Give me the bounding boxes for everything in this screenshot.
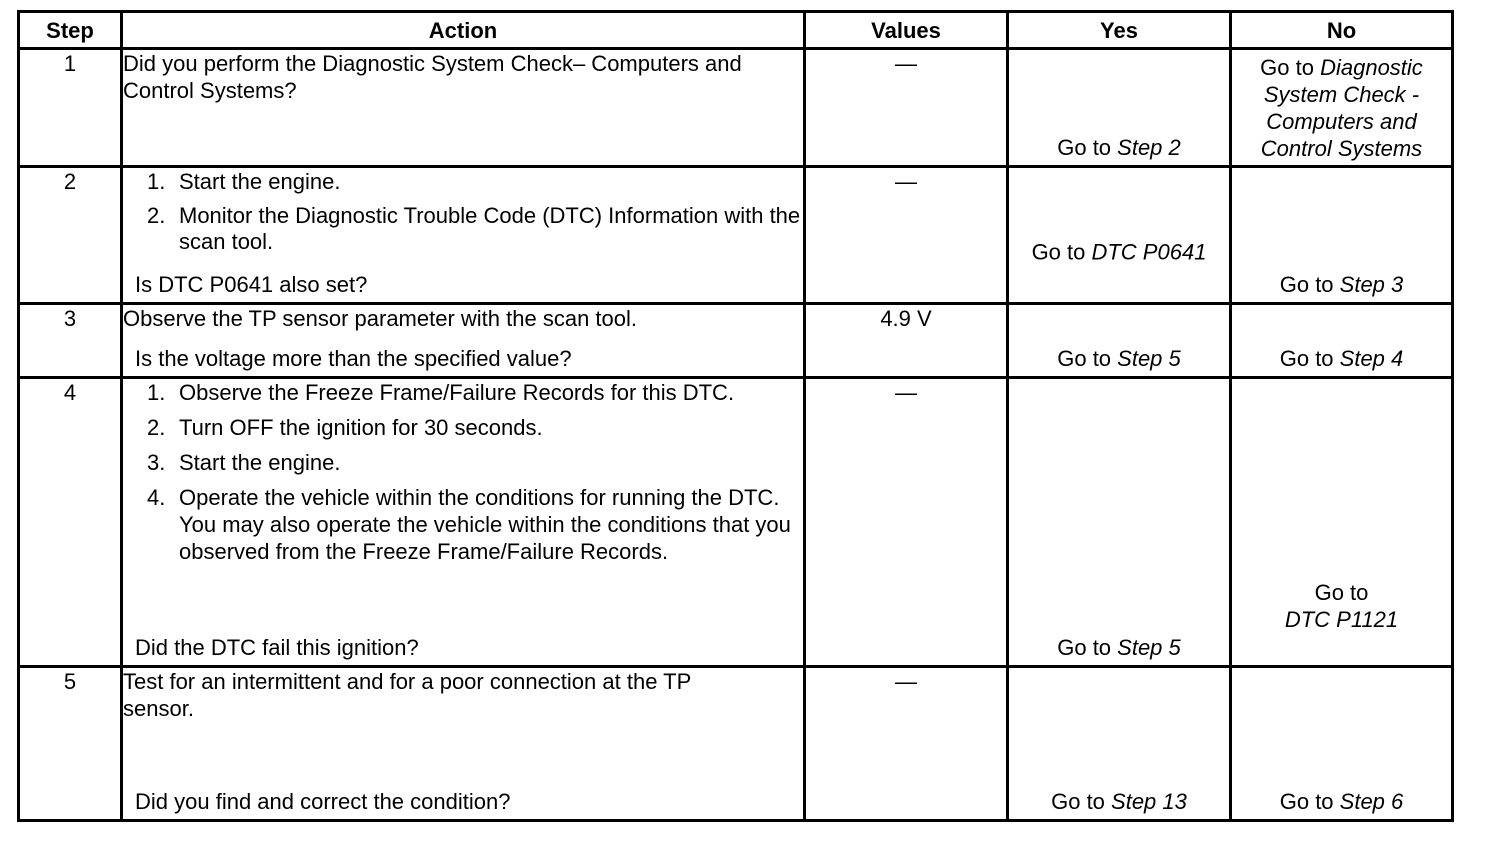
table-row <box>19 49 1453 167</box>
header-action: Action <box>122 12 805 49</box>
table-row <box>19 167 1453 304</box>
action-step-item: 1. Start the engine. <box>147 169 341 194</box>
action-question: Did you find and correct the condition? <box>135 789 511 814</box>
no-text: Go to Step 4 <box>1279 346 1404 371</box>
diagnostic-table <box>17 10 1454 822</box>
no-cell <box>1231 49 1453 167</box>
yes-link[interactable]: DTC P0641 <box>1091 239 1207 265</box>
no-cell <box>1231 667 1453 821</box>
header-yes: Yes <box>1008 12 1231 49</box>
no-text: Go to Step 6 <box>1279 789 1404 814</box>
action-question: Is DTC P0641 also set? <box>135 272 368 297</box>
yes-link[interactable]: Step 5 <box>1117 346 1181 371</box>
action-text: Test for an intermittent and for a poor connection at the TP sensor. <box>123 669 691 721</box>
yes-cell <box>1008 304 1231 378</box>
yes-text: Go to Step 5 <box>1057 635 1181 660</box>
header-row <box>19 12 1453 49</box>
value-cell: — <box>805 167 1008 304</box>
no-text: Go to Diagnostic System Check - Computers and Control Systems <box>1260 55 1423 161</box>
value-cell: — <box>805 378 1008 667</box>
yes-link[interactable]: Step 2 <box>1117 135 1181 160</box>
step-number: 3 <box>19 304 122 378</box>
action-cell <box>122 167 805 304</box>
header-no: No <box>1231 12 1453 49</box>
header-values: Values <box>805 12 1008 49</box>
yes-link[interactable]: Step 13 <box>1111 789 1187 814</box>
yes-cell <box>1008 378 1231 667</box>
action-step-item: 3. Start the engine. <box>147 450 341 475</box>
no-cell <box>1231 167 1453 304</box>
table-row <box>19 667 1453 821</box>
action-step-item: 4. Operate the vehicle within the conditions for running the DTC. You may also operate the vehicle within the conditions that you observed from the Freeze Frame/Failure Records. <box>147 485 791 564</box>
no-link[interactable]: DTC P1121 <box>1284 607 1399 632</box>
action-cell <box>122 304 805 378</box>
action-text: Did you perform the Diagnostic System Check– Computers and Control Systems? <box>123 51 742 103</box>
no-link[interactable]: Diagnostic System Check - Computers and Control Systems <box>1260 55 1423 161</box>
yes-text: Go to Step 5 <box>1057 346 1181 371</box>
action-cell <box>122 667 805 821</box>
header-step: Step <box>19 12 122 49</box>
yes-text: Go to Step 13 <box>1051 789 1187 814</box>
action-text: Observe the TP sensor parameter with the scan tool. <box>123 306 638 331</box>
no-text: Go to Step 3 <box>1279 272 1404 297</box>
action-step-item: 2. Monitor the Diagnostic Trouble Code (DTC) Information with the scan tool. <box>147 203 801 254</box>
step-number: 2 <box>19 167 122 304</box>
value-cell: — <box>805 49 1008 167</box>
table-row <box>19 378 1453 667</box>
action-question: Did the DTC fail this ignition? <box>135 635 419 660</box>
no-text: Go to DTC P1121 <box>1284 580 1399 632</box>
step-number: 4 <box>19 378 122 667</box>
yes-cell <box>1008 167 1231 304</box>
action-cell <box>122 49 805 167</box>
action-step-item: 1. Observe the Freeze Frame/Failure Records for this DTC. <box>147 380 735 405</box>
yes-link[interactable]: Step 5 <box>1117 635 1181 660</box>
action-steps <box>123 379 803 565</box>
step-number: 1 <box>19 49 122 167</box>
action-steps <box>123 168 803 255</box>
value-cell: — <box>805 667 1008 821</box>
yes-text: Go to Step 2 <box>1057 135 1181 160</box>
yes-cell <box>1008 667 1231 821</box>
no-link[interactable]: Step 6 <box>1339 789 1404 814</box>
step-number: 5 <box>19 667 122 821</box>
yes-text: Go to DTC P0641 <box>1031 239 1207 265</box>
action-cell <box>122 378 805 667</box>
no-cell <box>1231 304 1453 378</box>
table-row <box>19 304 1453 378</box>
no-link[interactable]: Step 3 <box>1339 272 1404 297</box>
value-cell: 4.9 V <box>805 304 1008 378</box>
action-step-item: 2. Turn OFF the ignition for 30 seconds. <box>147 415 543 440</box>
no-cell <box>1231 378 1453 667</box>
yes-cell <box>1008 49 1231 167</box>
no-link[interactable]: Step 4 <box>1339 346 1404 371</box>
action-question: Is the voltage more than the specified value? <box>135 346 572 371</box>
